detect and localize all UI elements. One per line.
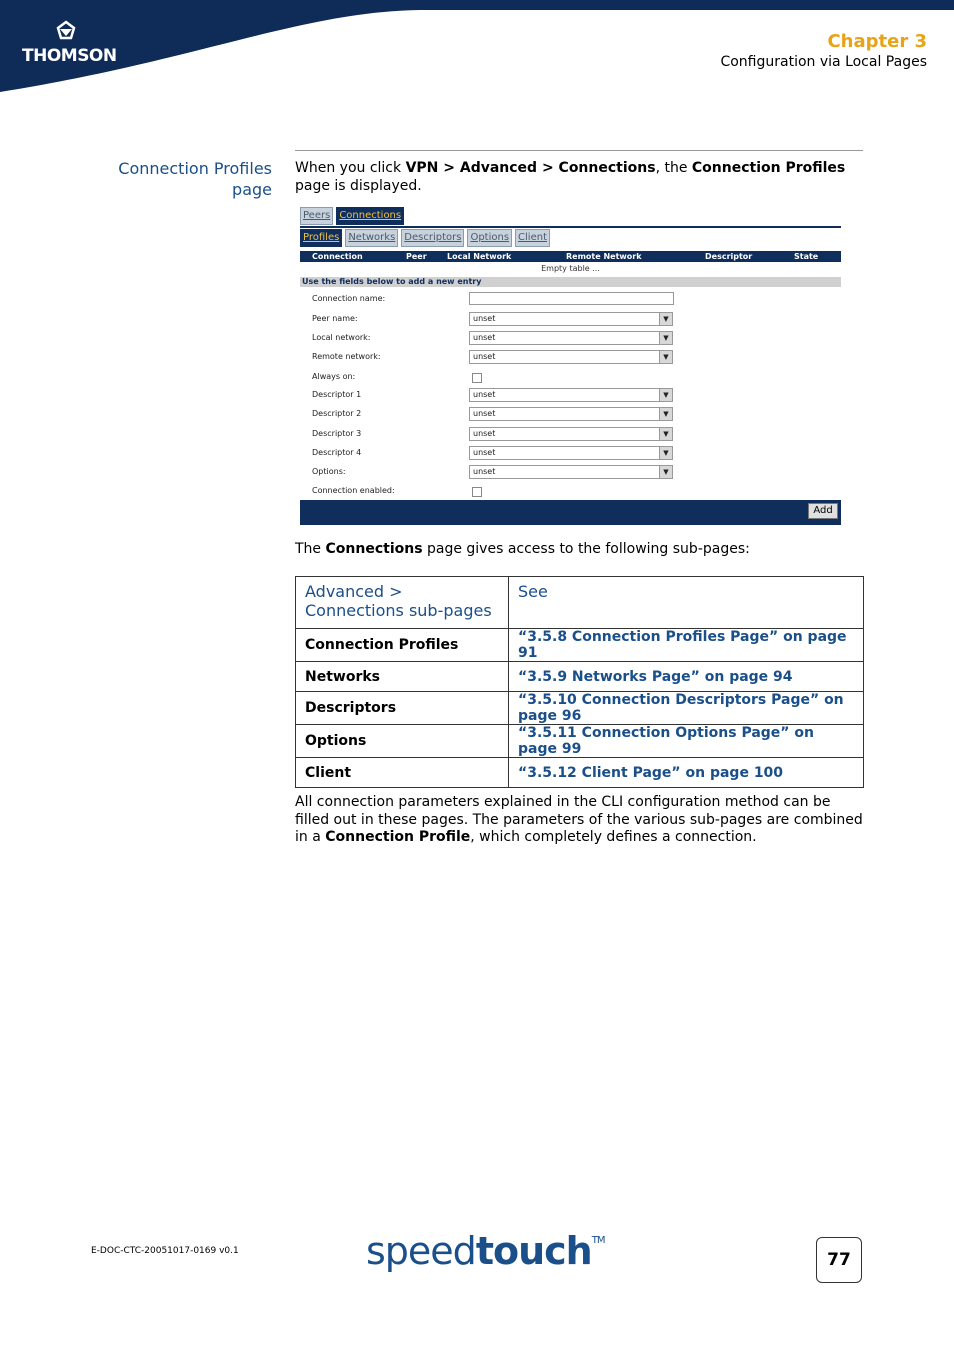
subpages-table	[295, 576, 864, 788]
chapter-subtitle: Configuration via Local Pages	[720, 54, 927, 70]
table-row	[296, 725, 864, 758]
form-select[interactable]	[469, 312, 673, 326]
subpage-name: Connection Profiles	[296, 629, 509, 662]
form-field-label: Peer name:	[312, 314, 358, 323]
connections-table-header	[300, 251, 841, 262]
select-value: unset	[473, 467, 496, 476]
chevron-down-icon[interactable]: ▼	[659, 389, 672, 401]
form-select[interactable]	[469, 350, 673, 364]
closing-paragraph: All connection parameters explained in the CLI configuration method can be filled out in these pages. The parameters of the various sub-pages are combined in a Connection Profile, which completely defines a connection.	[295, 794, 863, 845]
intro-paragraph: When you click VPN > Advanced > Connections, the Connection Profiles page is displayed.	[295, 160, 846, 194]
table-row	[296, 758, 864, 788]
form-field-label: Always on:	[312, 372, 356, 381]
select-value: unset	[473, 333, 496, 342]
column-header: Descriptor	[705, 252, 753, 261]
form-select[interactable]	[469, 427, 673, 441]
add-entry-header: Use the fields below to add a new entry	[300, 277, 841, 287]
select-value: unset	[473, 314, 496, 323]
connections-paragraph: The Connections page gives access to the following sub-pages:	[295, 541, 750, 557]
column-header: State	[794, 252, 819, 261]
subpage-link[interactable]: “3.5.8 Connection Profiles Page” on page 91	[509, 629, 864, 662]
tab-networks[interactable]: Networks	[345, 229, 398, 247]
form-select[interactable]	[469, 407, 673, 421]
subpage-link[interactable]: “3.5.11 Connection Options Page” on page 99	[509, 725, 864, 758]
form-field-label: Connection name:	[312, 294, 386, 303]
form-select[interactable]	[469, 388, 673, 402]
tab-connections[interactable]: Connections	[336, 207, 404, 225]
chevron-down-icon[interactable]: ▼	[659, 332, 672, 344]
page-number: 77	[816, 1237, 862, 1283]
form-checkbox[interactable]	[472, 373, 482, 383]
empty-table-text: Empty table ...	[541, 264, 600, 273]
tab-profiles[interactable]: Profiles	[300, 229, 342, 247]
form-field-label: Connection enabled:	[312, 486, 395, 495]
column-header: Local Network	[447, 252, 512, 261]
subpage-name: Client	[296, 758, 509, 788]
top-tabs	[300, 207, 404, 225]
chevron-down-icon[interactable]: ▼	[659, 466, 672, 478]
chevron-down-icon[interactable]: ▼	[659, 408, 672, 420]
chevron-down-icon[interactable]: ▼	[659, 447, 672, 459]
section-rule	[295, 150, 863, 151]
section-title-line: Connection Profiles	[118, 159, 272, 178]
table-row	[296, 662, 864, 692]
subpage-name: Options	[296, 725, 509, 758]
column-header: Remote Network	[566, 252, 642, 261]
tab-client[interactable]: Client	[515, 229, 550, 247]
connection-name-input[interactable]	[469, 292, 674, 305]
chevron-down-icon[interactable]: ▼	[659, 313, 672, 325]
form-select[interactable]	[469, 331, 673, 345]
header-banner	[0, 0, 954, 95]
table-header-row	[296, 577, 864, 629]
sub-tabs	[300, 229, 550, 247]
tab-descriptors[interactable]: Descriptors	[401, 229, 464, 247]
document-id: E-DOC-CTC-20051017-0169 v0.1	[91, 1246, 239, 1256]
connection-profiles-screenshot	[300, 207, 841, 527]
chapter-label: Chapter 3	[827, 31, 927, 52]
subpage-name: Descriptors	[296, 692, 509, 725]
subpage-link[interactable]: “3.5.9 Networks Page” on page 94	[509, 662, 864, 692]
select-value: unset	[473, 448, 496, 457]
form-select[interactable]	[469, 446, 673, 460]
form-footer-bar	[300, 500, 841, 525]
form-field-label: Descriptor 4	[312, 448, 362, 457]
select-value: unset	[473, 409, 496, 418]
speedtouch-logo: speedtouch™	[366, 1229, 605, 1273]
form-checkbox[interactable]	[472, 487, 482, 497]
subpage-link[interactable]: “3.5.12 Client Page” on page 100	[509, 758, 864, 788]
table-row	[296, 629, 864, 662]
tab-peers[interactable]: Peers	[300, 207, 333, 225]
form-select[interactable]	[469, 465, 673, 479]
form-field-label: Local network:	[312, 333, 371, 342]
chevron-down-icon[interactable]: ▼	[659, 428, 672, 440]
form-field-label: Options:	[312, 467, 346, 476]
section-title	[72, 158, 272, 200]
form-field-label: Descriptor 3	[312, 429, 362, 438]
form-field-label: Descriptor 2	[312, 409, 362, 418]
table-header-cell: Advanced > Connections sub-pages	[296, 577, 509, 629]
form-field-label: Remote network:	[312, 352, 381, 361]
table-row	[296, 692, 864, 725]
column-header: Peer	[406, 252, 427, 261]
add-button[interactable]: Add	[808, 503, 838, 519]
subpage-link[interactable]: “3.5.10 Connection Descriptors Page” on page 96	[509, 692, 864, 725]
table-header-cell: See	[509, 577, 864, 629]
tab-options[interactable]: Options	[467, 229, 512, 247]
select-value: unset	[473, 429, 496, 438]
thomson-wordmark: THOMSON	[22, 46, 117, 66]
subpage-name: Networks	[296, 662, 509, 692]
section-title-line: page	[232, 180, 272, 199]
tabs-divider	[300, 226, 841, 228]
column-header: Connection	[312, 252, 363, 261]
form-field-label: Descriptor 1	[312, 390, 362, 399]
chevron-down-icon[interactable]: ▼	[659, 351, 672, 363]
select-value: unset	[473, 352, 496, 361]
select-value: unset	[473, 390, 496, 399]
